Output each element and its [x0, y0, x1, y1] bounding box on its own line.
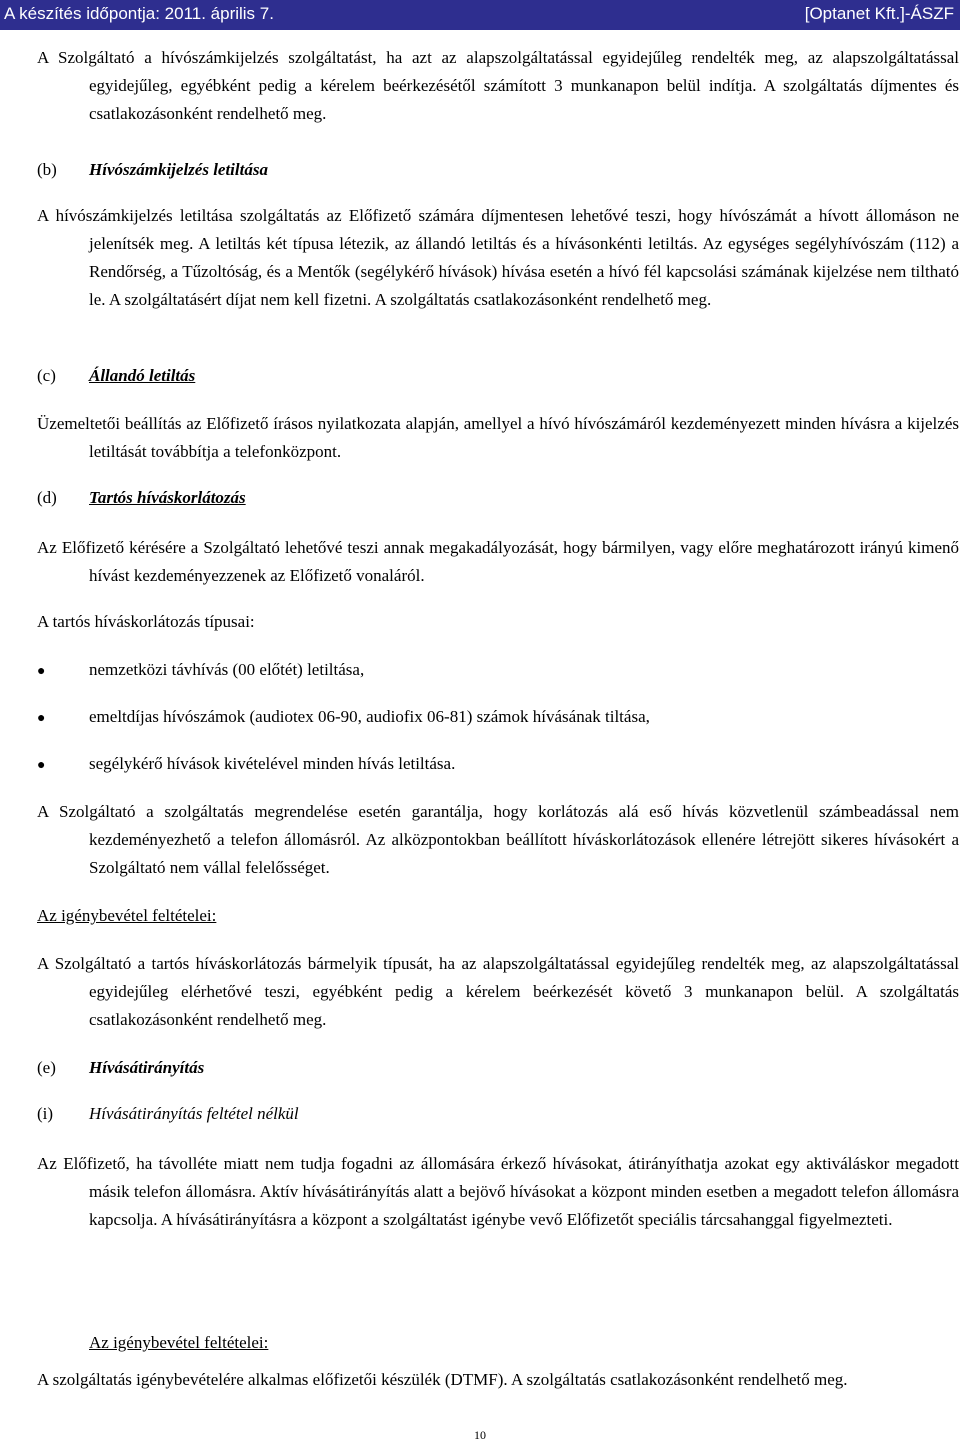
- bullet-icon: ●: [37, 711, 46, 726]
- paragraph-conditions-1: A Szolgáltató a tartós híváskorlátozás bármelyik típusát, ha az alapszolgáltatással egyidejűleg rendelték meg, az alapszolgáltatással egyidejűleg elérhetővé teszi, egyébként pedig a kérelem beérkezését követő 3 munkanapon belül. A szolgáltatás csatlakozásonként rendelhető meg.: [37, 954, 959, 1029]
- heading-c-title: Állandó letiltás: [89, 366, 196, 385]
- heading-i-title: Hívásátirányítás feltétel nélkül: [89, 1104, 299, 1123]
- paragraph-call-restriction: Az Előfizető kérésére a Szolgáltató lehetővé teszi annak megakadályozását, hogy bármilyen, vagy előre meghatározott irányú kimenő hívást kezdeményezzenek az Előfizető vonaláról.: [37, 538, 959, 585]
- heading-b-marker: (b): [37, 160, 57, 179]
- conditions-label-2: Az igénybevétel feltételei:: [89, 1333, 269, 1352]
- heading-e-marker: (e): [37, 1058, 56, 1077]
- paragraph-restriction-types: A tartós híváskorlátozás típusai:: [37, 612, 255, 631]
- heading-b: [37, 156, 268, 184]
- paragraph-conditions-2: A szolgáltatás igénybevételére alkalmas előfizetői készülék (DTMF). A szolgáltatás csatlakozásonként rendelhető meg.: [37, 1370, 848, 1389]
- list-item: ● emeltdíjas hívószámok (audiotex 06-90, audiofix 06-81) számok hívásának tiltása,: [37, 703, 650, 733]
- paragraph-call-forwarding: Az Előfizető, ha távolléte miatt nem tudja fogadni az állomására érkező hívásokat, átirányíthatja azokat egy aktiváláskor megadott másik telefon állomásra. Aktív hívásátirányítás alatt a bejövő hívásokat a központ minden esetben a megadott telefon állomásra kapcsolja. A hívásátirányításra a központ a szolgáltatást igénybe vevő Előfizetőt speciális tárcsahanggal figyelmezteti.: [37, 1154, 959, 1229]
- heading-b-title: Hívószámkijelzés letiltása: [89, 160, 268, 179]
- heading-e: [37, 1054, 204, 1082]
- heading-c: [37, 362, 195, 390]
- heading-i: [37, 1100, 299, 1128]
- header-date: A készítés időpontja: 2011. április 7.: [4, 4, 274, 23]
- header-company: [Optanet Kft.]-ÁSZF: [804, 4, 954, 23]
- heading-e-title: Hívásátirányítás: [89, 1058, 205, 1077]
- page-number: 10: [474, 1428, 486, 1442]
- heading-d-marker: (d): [37, 488, 57, 507]
- list-item: ● nemzetközi távhívás (00 előtét) letiltása,: [37, 656, 364, 686]
- paragraph-caller-id-start: A Szolgáltató a hívószámkijelzés szolgáltatást, ha azt az alapszolgáltatással egyidejűleg rendelték meg, az alapszolgáltatással egyidejűleg, egyébként pedig a kérelem beérkezésétől számított 3 munkanapon belül indítja. A szolgáltatás díjmentes és csatlakozásonként rendelhető meg.: [37, 48, 959, 123]
- paragraph-permanent-block: Üzemeltetői beállítás az Előfizető írásos nyilatkozata alapján, amellyel a hívó hívószámáról kezdeményezett minden hívásra a kijelzés letiltását továbbítja a telefonközpont.: [37, 414, 959, 461]
- heading-d: [37, 484, 246, 512]
- bullet-icon: ●: [37, 664, 46, 679]
- paragraph-guarantee: A Szolgáltató a szolgáltatás megrendelése esetén garantálja, hogy korlátozás alá eső hívás közvetlenül számbeadással nem kezdeményezhető a telefon állomásról. Az alközpontokban beállított híváskorlátozások ellenére létrejött sikeres hívásokért a Szolgáltató nem vállal felelősséget.: [37, 802, 959, 877]
- page-header: [0, 0, 960, 30]
- list-item: ● segélykérő hívások kivételével minden hívás letiltása.: [37, 750, 455, 780]
- heading-d-title: Tartós híváskorlátozás: [89, 488, 246, 507]
- heading-i-marker: (i): [37, 1104, 54, 1123]
- conditions-label-1: Az igénybevétel feltételei:: [37, 906, 217, 925]
- heading-c-marker: (c): [37, 366, 56, 385]
- bullet-icon: ●: [37, 758, 46, 773]
- paragraph-caller-id-block: A hívószámkijelzés letiltása szolgáltatás az Előfizető számára díjmentesen lehetővé teszi, hogy hívószámát a hívott állomáson ne jelenítsék meg. A letiltás két típusa létezik, az állandó letiltás és a hívásonkénti letiltás. Az egységes segélyhívószám (112) a Rendőrség, a Tűzoltóság, és a Mentők (segélykérő hívások) hívása esetén a hívó fél kapcsolási számának kijelzése nem tiltható le. A szolgáltatásért díjat nem kell fizetni. A szolgáltatás csatlakozásonként rendelhető meg.: [37, 206, 959, 309]
